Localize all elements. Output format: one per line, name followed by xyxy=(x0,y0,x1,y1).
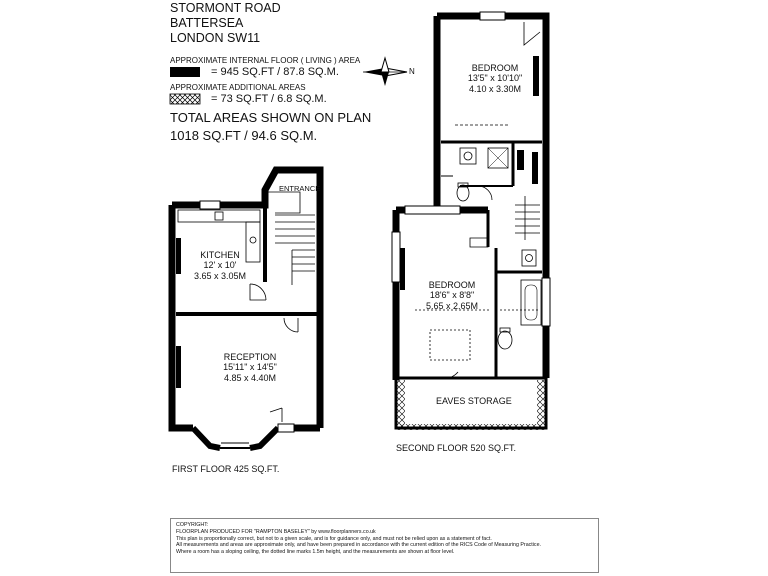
legend-internal-value: = 945 SQ.FT / 87.8 SQ.M. xyxy=(211,66,339,78)
bedroom-main-metric: 5.65 x 2.65M xyxy=(425,300,479,311)
second-floor-caption: SECOND FLOOR 520 SQ.FT. xyxy=(396,443,517,453)
legend-additional-value: = 73 SQ.FT / 6.8 SQ.M. xyxy=(211,93,327,105)
kitchen-metric: 3.65 x 3.05M xyxy=(193,270,247,281)
first-floor-caption: FIRST FLOOR 425 SQ.FT. xyxy=(172,464,280,474)
bedroom-top-metric: 4.10 x 3.30M xyxy=(468,83,522,94)
legend-additional-label: APPROXIMATE ADDITIONAL AREAS xyxy=(170,83,306,92)
copyright-line-2: This plan is proportionally correct, but not to a given scale, and is for guidance only, and must not be relied upon as a statement of fact. xyxy=(176,535,492,542)
kitchen-imperial: 12' x 10' xyxy=(203,260,237,271)
copyright-line-3: All measurements and areas are approximate only, and have been prepared in accordance with the current edition of the RICS Code of Measuring Practice. xyxy=(176,542,542,549)
copyright-line-4: Where a room has a sloping ceiling, the dotted line marks 1.5m height, and the measurements are shown at floor level. xyxy=(176,549,455,556)
bedroom-main-label xyxy=(418,280,486,311)
address-line-1: STORMONT ROAD xyxy=(170,1,281,15)
copyright-heading: COPYRIGHT: xyxy=(176,522,209,528)
kitchen-name: KITCHEN xyxy=(200,250,240,260)
bedroom-top-imperial: 13'5" x 10'10" xyxy=(467,73,523,84)
address-line-2: BATTERSEA xyxy=(170,16,244,30)
eaves-storage-label: EAVES STORAGE xyxy=(436,396,512,406)
bedroom-main-name: BEDROOM xyxy=(428,280,476,290)
entrance-label: ENTRANCE xyxy=(279,184,321,193)
total-areas-value: 1018 SQ.FT / 94.6 SQ.M. xyxy=(170,128,318,143)
compass-north-label: N xyxy=(409,67,415,76)
reception-metric: 4.85 x 4.40M xyxy=(223,372,277,383)
reception-label xyxy=(210,352,290,383)
address-line-3: LONDON SW11 xyxy=(170,31,261,45)
copyright-line-1: FLOORPLAN PRODUCED FOR "RAMPTON BASELEY" by www.floorplanners.co.uk xyxy=(176,528,376,535)
first-floor-plan xyxy=(172,170,320,448)
bedroom-main-imperial: 18'6" x 8'8" xyxy=(429,290,475,301)
reception-name: RECEPTION xyxy=(223,352,277,362)
kitchen-label xyxy=(188,250,252,281)
reception-imperial: 15'11" x 14'5" xyxy=(223,362,277,373)
bedroom-top-name: BEDROOM xyxy=(471,63,519,73)
total-areas-title: TOTAL AREAS SHOWN ON PLAN xyxy=(170,110,372,125)
copyright-box xyxy=(170,518,599,573)
bedroom-top-label xyxy=(460,63,530,94)
legend-internal-label: APPROXIMATE INTERNAL FLOOR ( LIVING ) AREA xyxy=(170,56,361,65)
